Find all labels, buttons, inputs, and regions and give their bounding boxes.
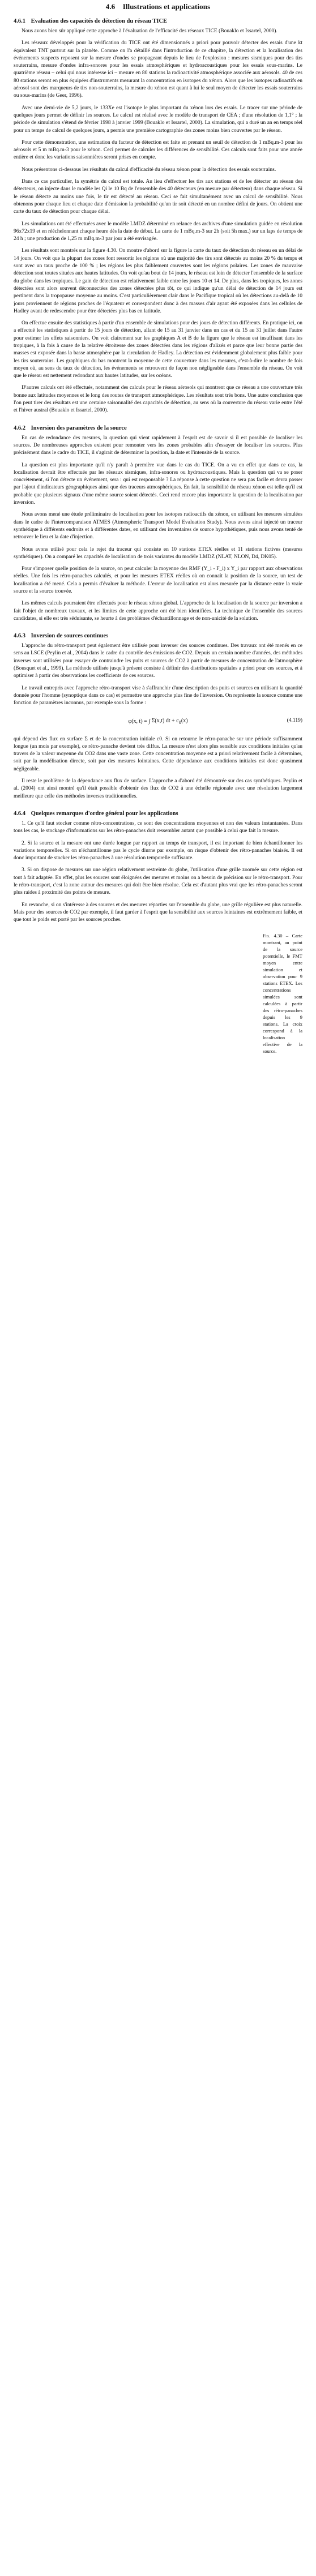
paragraph: On effectue ensuite des statistiques à partir d'un ensemble de simulations pour des jours de détection différents. En pratique ici, on a effectué les statistiques à partir de 15 jours de détection, allant de 15 au 31 janvier dans un cas et du 15 au 31 juillet dans l'autre pour estimer les effets saisonniers. On voit clairement sur les graphiques A et B de la figure que le réseau est insuffisant dans les tropiques, à la fois à cause de la relative étroitesse des zones détectées dans les régions d'alizés et parce que leur bonne partie des masses est exposée dans la basse atmosphère par la circulation de Hadley. La détection est évidemment globalement plus faible pour les tirs souterrains. Les graphiques du bas montrent la moyenne de cette couverture dans les mesures, c'est-à-dire le nombre de fois moyen où, au sens du taux de détection, les événements se retrouvent de façon non négligeable dans l'ensemble du réseau. On voit que le réseau est nettement redondant aux hautes latitudes, sur les océans.	[14, 320, 302, 379]
paragraph: Nous avons bien sûr appliqué cette approche à l'évaluation de l'efficacité des réseaux TICE (Bouaklo et Issartel, 2000).	[22, 28, 277, 34]
paragraph: Nous présentons ci-dessous les résultats du calcul d'efficacité du réseau xénon pour la détection des essais souterrains.	[22, 166, 276, 173]
paragraph: La question est plus importante qu'il n'y paraît à première vue dans le cas du TICE. On a vu en effet que dans ce cas, la localisation devrait être effectuée par les réseaux sismiques, infra-sonores ou hydroacoustiques. Mais la question qui va se poser concrètement, si l'on détecte un événement, sera : qui est responsable ? La réponse à cette question ne sera pas facile et devra passer par l'ajout d'indicateurs géographiques ainsi que des traceurs atmosphériques. En fait, la sensibilité du réseau xénon est telle qu'il est probable que plusieurs signaux d'une même source soient détectés. Ceci rend encore plus importante la question de la localisation par inversion.	[14, 462, 302, 506]
paragraph: Pour s'imposer quelle position de la source, on peut calculer la moyenne des RMF (Y_i - F_i) x Y_i par rapport aux observations réelles. Une fois les rétro-panaches calculés, et pour les mesures ETEX réelles où on connaît la position de la source, un test de localisation a été mené. Cela a permis d'évaluer la méthode. L'erreur de localisation est alors mesurée par la distance entre la vraie source et la source trouvée.	[14, 566, 302, 594]
paragraph: Le travail entrepris avec l'approche rétro-transport vise à s'affranchir d'une description des puits et sources en utilisant la quantité donnée pour l'homme (synoptique dans ce cas) et permettre une approche plus fine de l'inversion. On représente la source comme une fonction de paramètres inconnus, par exemple sous la forme :	[14, 685, 302, 706]
paragraph: En revanche, si on s'intéresse à des sources et des mesures réparties sur l'ensemble du globe, une grille régulière est plus naturelle. Mais pour des sources de CO2 par exemple, il faut garder à l'esprit que la sensibilité aux sources lointaines est extrêmement faible, et que tout le poids est porté par les sources proches.	[14, 902, 302, 923]
section-number: 4.6	[105, 2, 116, 11]
subsection-title: Inversion de sources continues	[31, 633, 109, 640]
paragraph: En cas de redondance des mesures, la question qui vient rapidement à l'esprit est de savoir si il est possible de localiser les sources. De nombreuses approches existent pour remonter vers les zones probables afin d'essayer de localiser les sources. Plus précisément dans le cadre du TICE, il s'agirait de déterminer la position, la date et l'intensité de la source.	[14, 435, 302, 456]
equation-4-119	[14, 712, 302, 731]
equation-integral-icon: ∫	[148, 718, 151, 725]
subsection-heading-461	[14, 18, 302, 24]
paragraph: 3. Si on dispose de mesures sur une région relativement restreinte du globe, l'utilisation d'une grille zoomée sur cette région est tout à fait adaptée. En effet, plus les sources sont éloignées des mesures et moins on a besoin de précision sur le rétro-transport. Pour le rétro-transport, c'est la zone autour des mesures qui doit être bien résolue. Cela est d'autant plus vrai que les rétro-panaches seront plus raides à proximité des points de mesure.	[14, 867, 302, 896]
section-title	[14, 2, 302, 11]
subsection-heading-464	[14, 811, 302, 817]
subsection-number: 4.6.2	[14, 425, 25, 431]
subsection-title: Quelques remarques d'ordre général pour les applications	[31, 810, 178, 817]
subsection-heading-462	[14, 425, 302, 431]
subsection-heading-463	[14, 633, 302, 639]
paragraph: qui dépend des flux en surface Σ et de la concentration initiale c0. Si on retourne le rétro-panache sur une période suffisamment longue (un mois par exemple), ce rétro-panache devient très diffus. La mesure n'est alors plus sensible aux conditions initiales qu'au travers de la valeur moyenne du CO2 dans une vaste zone. Cette concentration moyenne est a priori relativement facile à déterminer, soit par la modélisation directe, soit par des mesures lointaines. Cette dépendance aux conditions initiales est donc quasiment négligeable.	[14, 736, 302, 772]
paragraph: D'autres calculs ont été effectués, notamment des calculs pour le réseau aérosols qui montrent que ce réseau a une couverture très bonne aux latitudes moyennes et le long des routes de transport atmosphérique. Les résultats sont très bons. Une autre conclusion que l'on peut tirer des résultats est une certaine saisonnalité des capacités de détection, au sens où la couverture du réseau varie entre l'été et l'hiver austral (Bouaklo et Issartel, 2000).	[14, 385, 302, 414]
paragraph: Nous avons utilisé pour cela le rejet du traceur qui consiste en 10 stations ETEX réelles et 11 stations fictives (mesures synthétiques). On a comparé les capacités de localisation de trois variantes du modèle LMDZ (NLAT, NLON, D4, DK05).	[14, 546, 302, 560]
figure-area	[14, 929, 302, 1076]
paragraph: Nous avons mené une étude préliminaire de localisation pour les isotopes radioactifs du xénon, en utilisant les mesures simulées dans le cadre de l'intercomparaison ATMES (Atmospheric Transport Model Evaluation Study). Nous avons ainsi injecté un traceur synthétique à différents endroits et à différentes dates, en utilisant des inventaires de source hypothétiques, puis nous avons tenté de retrouver le lieu et la date d'injection.	[14, 512, 302, 541]
paragraph: Les réseaux développés pour la vérification du TICE ont été dimensionnés a priori pour pouvoir détecter des essais d'une kt équivalent TNT partout sur la planète. Comme on l'a détaillé dans l'introduction de ce chapitre, la détection et la localisation des événements suspects reposent sur la mesure d'ondes se propageant depuis le lieu de l'explosion : mesures sismiques pour des tirs souterrains, mesure d'ondes infra-sonores pour les essais atmosphériques et hydroacoustiques pour les essais sous-marins. Le quatrième réseau – celui qui nous intéresse ici – mesure en 80 stations la radioactivité atmosphérique associée aux aérosols. 40 de ces 80 stations seront en plus équipées d'instruments mesurant la concentration en isotopes du xénon. Alors que les isotopes radioactifs en aérosol sont des marqueurs de tirs non-souterrains, la mesure du xénon est quant à lui le seul moyen de détecter les essais souterrains ou sous-marins (de Geer, 1996).	[14, 40, 302, 99]
paragraph: Les mêmes calculs pourraient être effectués pour le réseau xénon global. L'approche de la localisation de la source par inversion a fait l'objet de nombreux travaux, et les limites de cette approche ont été bien identifiées. La technique de l'ensemble des sources candidates, si elle est très séduisante, se heurte à des problèmes d'échantillonnage et de non-unicité de la solution.	[14, 601, 302, 622]
figure-caption-text: – Carte montrant, au point de la source potentielle, le FMT moyen entre simulation et observation pour 9 stations ETEX. Les concentrations simulées sont calculées à partir des rétro-panaches depuis les 9 stations. La croix correspond à la localisation effective de la source.	[263, 932, 302, 1054]
subsection-number: 4.6.1	[14, 18, 25, 24]
subsection-number: 4.6.4	[14, 810, 25, 817]
figure-caption	[263, 932, 302, 1055]
figure-number: 4.30	[274, 932, 283, 938]
section-title-text: Illustrations et applications	[122, 2, 211, 11]
equation-body: Σ(x,t) dt + $c_0(x)$	[150, 718, 188, 726]
paragraph: 2. Si la source et la mesure ont une durée longue par rapport au temps de transport, il est important de bien échantillonner les variations temporelles. Si on n'échantillonne pas le cycle diurne par exemple, on risque d'obtenir des rétro-panaches biaisés. Il est donc important de stocker les rétro-panaches à une résolution temporelle suffisante.	[14, 840, 302, 861]
paragraph: Avec une demi-vie de 5,2 jours, le 133Xe est l'isotope le plus important du xénon lors des essais. Le tracer sur une période de quelques jours permet de définir les sources. Le calcul est réalisé avec le modèle de transport de CEA ; d'une résolution de 1,1° ; la période de simulation s'étend de février 1998 à janvier 1999 (Bouaklo et Issartel, 2000). La simulation, qui a duré un an en temps réel pour un temps de calcul de quelques jours, a permis une première cartographie des zones moins bien couvertes par le réseau.	[14, 105, 302, 134]
paragraph: Les résultats sont montrés sur la figure 4.30. On montre d'abord sur la figure la carte du taux de détection du réseau en un délai de 14 jours. On voit que la plupart des zones font ressortir les régions où une majorité des tirs sont détectés au moins 20 % du temps et sont avec un taux proche de 100 % ; les régions les plus faiblement couvertes sont les régions polaires. Les zones de mauvaise détection sont toutes situées aux hautes latitudes. On voit qu'au bout de 14 jours, le réseau est loin de détecter l'ensemble de la surface du globe dans les tropiques. Le gain de détection est relativement faible entre les jours 10 et 14. De plus, dans les tropiques, les zones détectées sont alors souvent déconnectées des zones détectées plus tôt, ce qui indique qu'un délai de détection de 14 jours est pertinent dans la tropopause moyenne au moins. C'est particulièrement clair dans le Pacifique tropical où les détections au-delà de 10 jours proviennent de régions proches de l'équateur et correspondent donc à des masses d'air ayant été exposées dans les cellules de Hadley avant de redescendre pour être détectées plus bas en latitude.	[14, 248, 302, 314]
subsection-number: 4.6.3	[14, 633, 25, 640]
equation-lhs: φ(x, t) =	[128, 718, 147, 725]
subsection-title: Inversion des paramètres de la source	[31, 425, 127, 431]
paragraph: 1. Ce qu'il faut stocker comme rétro-concentrations, ce sont des concentrations moyennes et non des valeurs instantanées. Dans tous les cas, le stockage d'informations sur les rétro-panaches doit ressembler autant que possible à celui que fait la mesure.	[14, 820, 302, 834]
subsection-title: Evaluation des capacités de détection du réseau TICE	[31, 18, 168, 24]
paragraph: Les simulations ont été effectuées avec le modèle LMDZ déterminé en relance des archives d'une simulation guidée en résolution 96x72x19 et en rééchelonnant chaque heure dès la date de début. La carte de 1 mBq.m-3 sur 2h (soit 5h max.) sur un laps de temps de 24 h ; une production de 1,25 m mBq.m-3 par jour a été envisagée.	[14, 221, 302, 242]
paragraph: Il reste le problème de la dépendance aux flux de surface. L'approche a d'abord été démontrée sur des cas synthétiques. Peylin et al. (2004) ont ainsi montré qu'il était possible d'obtenir des flux de CO2 à une échelle régionale avec une résolution largement meilleure que celle des méthodes inverses traditionnelles.	[14, 778, 302, 799]
paragraph: Pour cette démonstration, une estimation du facteur de détection est faite en prenant un seuil de détection de 1 mBq.m-3 pour les aérosols et 5 m mBq.m-3 pour le xénon. Ceci permet de calculer les différences de sensibilité. Ces calculs sont faits pour une année entière et donc les variations saisonnières seront prises en compte.	[14, 139, 302, 161]
equation-number: (4.119)	[287, 717, 302, 723]
paragraph: Dans ce cas particulier, la symétrie du calcul est totale. Au lieu d'effectuer les tirs aux stations et de les détecter au réseau des détecteurs, on injecte dans le modèle les Qi le 10 Bq de l'ensemble des 40 détecteurs (en mesure par détecteur) dans chaque réseau. Si le réseau détecte au moins une fois, le tir est détecté au réseau. Ceci se fait simultanément avec un calcul de sensibilité. Nous obtenons pour chaque lieu et chaque date d'émission la probabilité qu'un tir soit détecté en un nombre défini de jours. On obtient une carte du taux de détection pour chaque délai.	[14, 179, 302, 215]
paragraph: L'approche du rétro-transport peut également être utilisée pour inverser des sources continues. Des travaux ont été menés en ce sens au LSCE (Peylin et al., 2004) dans le cadre du contrôle des émissions de CO2. Depuis un certain nombre d'années, des méthodes inverses sont utilisées pour essayer de contraindre les puits et sources de CO2 à partir de mesures de concentration de l'atmosphère (Bousquet et al., 1999). La méthode utilisée jusqu'à présent consiste à définir des distributions spatiales a priori pour ces sources, et à optimiser à partir des observations les coefficients de ces sources.	[14, 643, 302, 679]
figure-label: Fig.	[263, 932, 271, 938]
